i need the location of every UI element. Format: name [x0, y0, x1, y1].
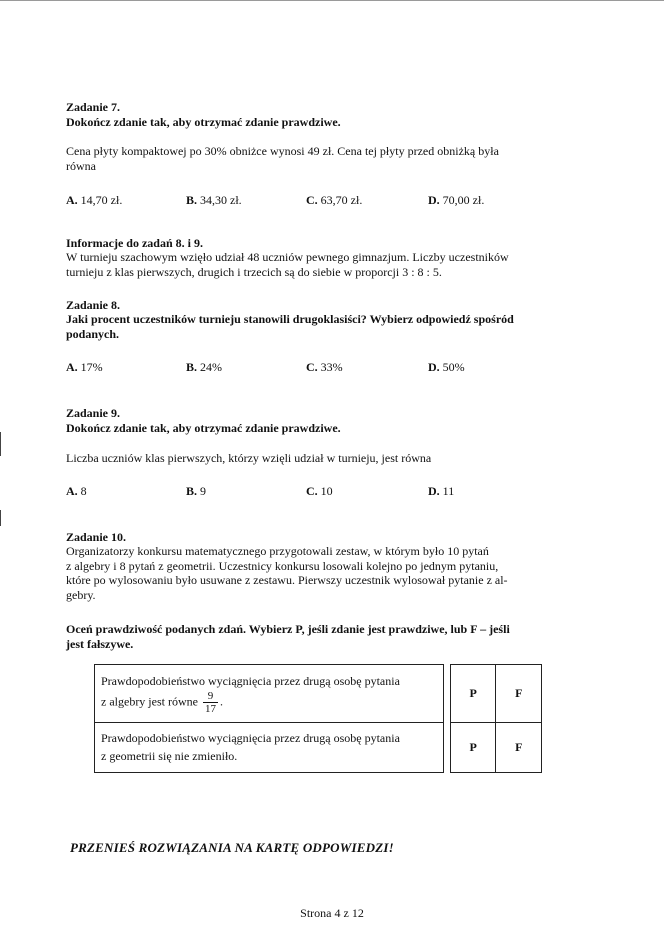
option-letter: A.: [66, 360, 78, 374]
task-9-option-d[interactable]: [428, 484, 454, 499]
task-10-instruction-line: Oceń prawdziwość podanych zdań. Wybierz P, jeśli zdanie jest prawdziwe, lub F – jeśli: [66, 622, 510, 636]
option-letter: C.: [306, 484, 318, 498]
info-8-9-title: Informacje do zadań 8. i 9.: [66, 236, 203, 250]
statement-line: Prawdopodobieństwo wyciągnięcia przez drugą osobę pytania: [101, 731, 400, 745]
answer-f[interactable]: F: [496, 723, 542, 773]
statement-text: z algebry jest równe: [101, 693, 198, 708]
task-10-text-line: gebry.: [66, 587, 96, 602]
task-7-option-d[interactable]: [428, 193, 484, 208]
table-row: [95, 723, 542, 773]
task-8-title: Zadanie 8.: [66, 298, 121, 312]
option-value: 10: [320, 484, 333, 498]
task-9-option-b[interactable]: [186, 484, 206, 499]
task-8-option-a[interactable]: [66, 360, 103, 375]
task-8-instruction: [66, 312, 584, 341]
true-false-table: [94, 664, 542, 773]
table-gap: [444, 665, 451, 723]
task-9-text: Liczba uczniów klas pierwszych, którzy wzięli udział w turnieju, jest równa: [66, 451, 432, 465]
option-letter: A.: [66, 193, 78, 207]
info-text-line: turnieju z klas pierwszych, drugich i trzecich są do siebie w proporcji 3 : 8 : 5.: [66, 264, 442, 279]
option-letter: C.: [306, 193, 318, 207]
task-10-text-line: Organizatorzy konkursu matematycznego przygotowali zestaw, w którym było 10 pytań: [66, 544, 489, 558]
top-rule: [0, 0, 664, 1]
statement-line: z geometrii się nie zmieniło.: [101, 749, 238, 763]
task-10-text: [66, 544, 584, 602]
statement-line: Prawdopodobieństwo wyciągnięcia przez drugą osobę pytania: [101, 673, 400, 688]
task-7-title: Zadanie 7.: [66, 100, 121, 114]
answer-p[interactable]: P: [450, 723, 496, 773]
option-value: 17%: [80, 360, 103, 374]
scan-edge-mark: [0, 510, 1, 526]
answer-f[interactable]: F: [496, 665, 542, 723]
option-value: 14,70 zł.: [80, 193, 123, 207]
task-7-text: [66, 144, 584, 173]
task-8-option-c[interactable]: [306, 360, 343, 375]
option-value: 11: [442, 484, 455, 498]
page-number: Strona 4 z 12: [300, 906, 364, 920]
option-value: 50%: [442, 360, 465, 374]
task-7-instruction: Dokończ zdanie tak, aby otrzymać zdanie prawdziwe.: [66, 115, 341, 129]
table-gap: [444, 723, 451, 773]
statement-cell: [95, 665, 444, 723]
info-text-line: W turnieju szachowym wzięło udział 48 uczniów pewnego gimnazjum. Liczby uczestników: [66, 250, 509, 264]
option-letter: D.: [428, 484, 440, 498]
option-letter: B.: [186, 360, 198, 374]
option-letter: D.: [428, 360, 440, 374]
scan-edge-mark: [0, 432, 1, 456]
task-7-text-line: równa: [66, 158, 96, 173]
fraction: [203, 690, 218, 715]
statement-line: [101, 690, 437, 715]
option-value: 9: [200, 484, 207, 498]
fraction-denominator: 17: [204, 702, 216, 715]
option-value: 70,00 zł.: [442, 193, 485, 207]
task-8-option-d[interactable]: [428, 360, 465, 375]
task-8-instruction-line: Jaki procent uczestników turnieju stanowili drugoklasiści? Wybierz odpowiedź spośród: [66, 312, 514, 326]
option-value: 63,70 zł.: [320, 193, 363, 207]
task-10-instruction-line: jest fałszywe.: [66, 636, 134, 651]
task-9-instruction: Dokończ zdanie tak, aby otrzymać zdanie prawdziwe.: [66, 421, 341, 435]
task-9-option-c[interactable]: [306, 484, 333, 499]
task-7-option-b[interactable]: [186, 193, 242, 208]
answer-p[interactable]: P: [450, 665, 496, 723]
option-letter: B.: [186, 484, 198, 498]
option-letter: C.: [306, 360, 318, 374]
option-value: 34,30 zł.: [200, 193, 242, 207]
task-10-title: Zadanie 10.: [66, 530, 127, 544]
transfer-answers-note: PRZENIEŚ ROZWIĄZANIA NA KARTĘ ODPOWIEDZI!: [70, 840, 394, 855]
info-8-9-text: [66, 250, 584, 279]
option-letter: B.: [186, 193, 198, 207]
option-value: 33%: [320, 360, 343, 374]
statement-end: .: [219, 693, 223, 708]
task-10-text-line: z algebry i 8 pytań z geometrii. Uczestnicy konkursu losowali kolejno po jednym pytaniu,: [66, 558, 499, 573]
table-row: [95, 665, 542, 723]
option-letter: D.: [428, 193, 440, 207]
task-8-instruction-line: podanych.: [66, 326, 120, 341]
task-10-text-line: które po wylosowaniu było usuwane z zestawu. Pierwszy uczestnik wylosował pytanie z al-: [66, 573, 508, 587]
task-7-option-c[interactable]: [306, 193, 362, 208]
task-7-option-a[interactable]: [66, 193, 122, 208]
task-8-option-b[interactable]: [186, 360, 222, 375]
option-letter: A.: [66, 484, 78, 498]
option-value: 24%: [200, 360, 223, 374]
fraction-numerator: 9: [203, 690, 218, 703]
task-10-instruction: [66, 622, 584, 651]
task-9-title: Zadanie 9.: [66, 406, 121, 420]
statement-cell: [95, 723, 444, 773]
task-9-option-a[interactable]: [66, 484, 87, 499]
option-value: 8: [80, 484, 87, 498]
task-7-text-line: Cena płyty kompaktowej po 30% obniżce wynosi 49 zł. Cena tej płyty przed obniżką była: [66, 144, 499, 158]
